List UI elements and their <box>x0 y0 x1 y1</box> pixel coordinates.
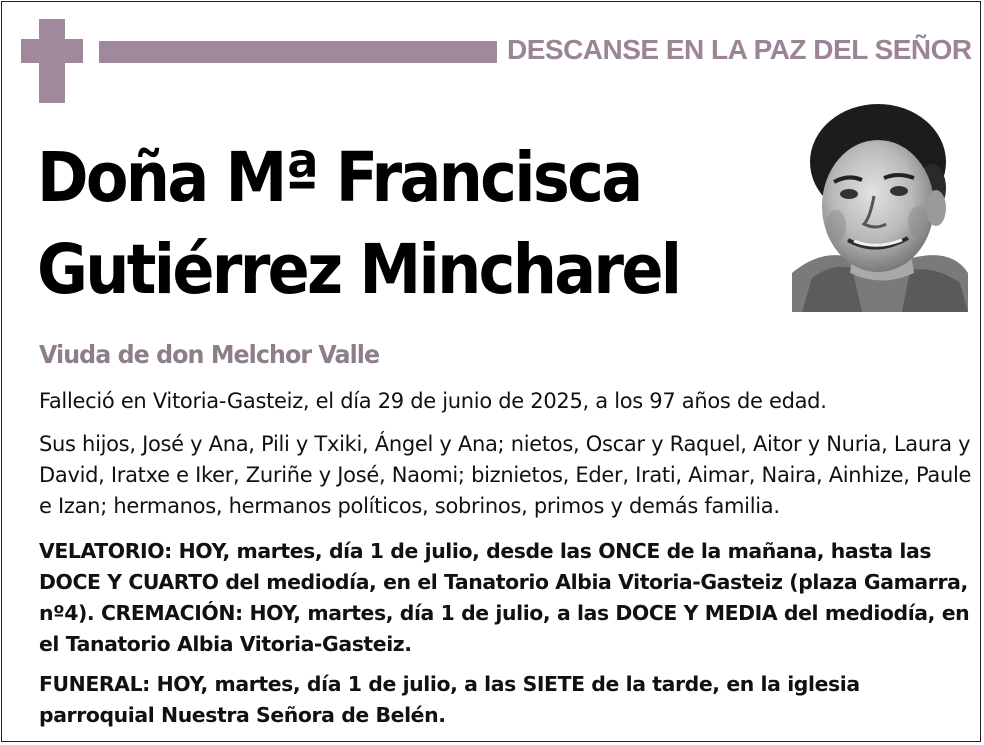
portrait-photo <box>792 98 968 312</box>
portrait-illustration <box>792 98 968 312</box>
death-notice: Falleció en Vitoria-Gasteiz, el día 29 de junio de 2025, a los 97 años de edad. <box>39 389 827 413</box>
relation-line: Viuda de don Melchor Valle <box>39 340 380 369</box>
name-line-2: Gutiérrez Mincharel <box>37 230 680 310</box>
name-line-1: Doña Mª Francisca <box>37 138 641 218</box>
family-list: Sus hijos, José y Ana, Pili y Txiki, Ángel y Ana; nietos, Oscar y Raquel, Aitor y Nuria, Laura y David, Iratxe e Iker, Zuriñe y José, Naomi; biznietos, Eder, Irati, Aimar, Naira, Ainhize, Paule e Izan; hermanos, hermanos políticos, sobrinos, primos y demás familia. <box>39 432 972 518</box>
header-rule <box>99 41 497 63</box>
header-title: DESCANSE EN LA PAZ DEL SEÑOR <box>507 34 972 65</box>
cross-icon-bar <box>21 39 83 63</box>
funeral-info: FUNERAL: HOY, martes, día 1 de julio, a las SIETE de la tarde, en la iglesia parroquial Nuestra Señora de Belén. <box>39 672 860 727</box>
deceased-name <box>37 132 679 316</box>
obituary-notice <box>1 1 981 742</box>
wake-cremation-info: VELATORIO: HOY, martes, día 1 de julio, desde las ONCE de la mañana, hasta las DOCE Y CUARTO del mediodía, en el Tanatorio Albia Vitoria-Gasteiz (plaza Gamarra, nº4). CREMACIÓN: HOY, martes, día 1 de julio, a las DOCE Y MEDIA del mediodía, en el Tanatorio Albia Vitoria-Gasteiz. <box>39 539 970 656</box>
